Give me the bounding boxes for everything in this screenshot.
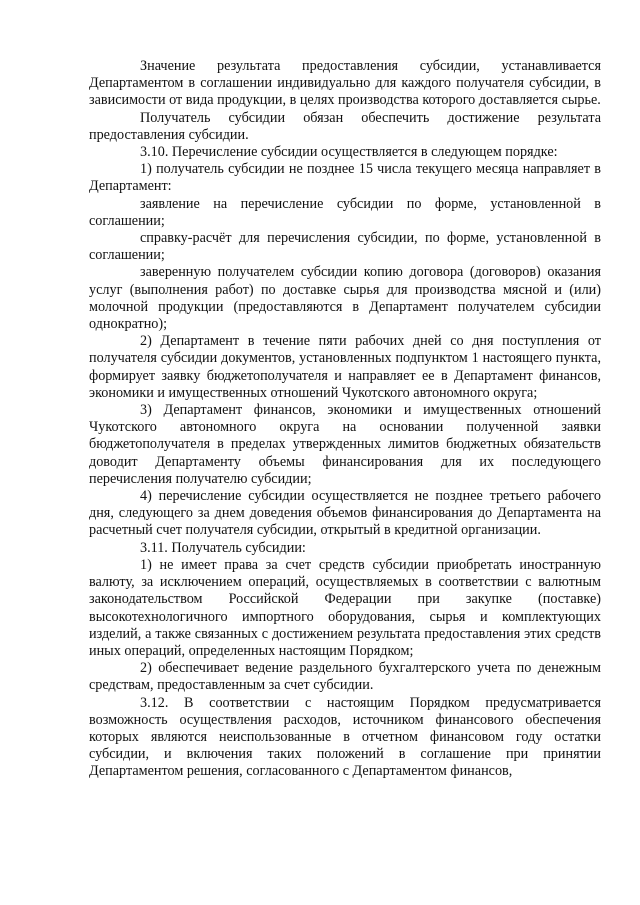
paragraph-3-10-heading: 3.10. Перечисление субсидии осуществляется в следующем порядке: (140, 144, 558, 161)
paragraph-3-10-application: заявление на перечисление субсидии по форме, установленной в соглашении; (89, 195, 601, 229)
document-page (89, 58, 601, 781)
paragraph-3-10-calculation: справку-расчёт для перечисления субсидии, по форме, установленной в соглашении; (89, 230, 601, 264)
paragraph-3-10-item-3: 3) Департамент финансов, экономики и имущественных отношений Чукотского автономного округа на основании полученной заявки бюджетополучателя в пределах утвержденных лимитов бюджетных обязательств доводит Департаменту объемы финансирования для их последующего перечисления получателю субсидии; (89, 402, 601, 487)
paragraph-3-12: 3.12. В соответствии с настоящим Порядком предусматривается возможность осуществления расходов, источником финансового обеспечения которых являются неиспользованные в отчетном финансовом году остатки субсидии, и включения таких положений в соглашение при принятии Департаментом решения, согласованного с Департаментом финансов, (89, 694, 601, 780)
paragraph-3-10-item-1: 1) получатель субсидии не позднее 15 числа текущего месяца направляет в Департамент: (89, 161, 601, 195)
paragraph-3-10-item-4: 4) перечисление субсидии осуществляется не позднее третьего рабочего дня, следующего за днем доведения объемов финансирования до Департамента на расчетный счет получателя субсидии, открытый в кредитной организации. (89, 488, 601, 539)
paragraph-3-11-heading: 3.11. Получатель субсидии: (140, 539, 306, 556)
paragraph-3-11-item-2: 2) обеспечивает ведение раздельного бухгалтерского учета по денежным средствам, предоставленным за счет субсидии. (89, 660, 601, 694)
paragraph-3-10-contract-copy: заверенную получателем субсидии копию договора (договоров) оказания услуг (выполнения работ) по доставке сырья для производства мясной и (или) молочной продукции (предоставляются в Департамент получателем субсидии однократно); (89, 264, 601, 333)
paragraph-subsidy-result-value: Значение результата предоставления субсидии, устанавливается Департаментом в соглашении индивидуально для каждого получателя субсидии, в зависимости от вида продукции, в целях производства которого доставляется сырье. (89, 58, 601, 109)
paragraph-3-10-item-2: 2) Департамент в течение пяти рабочих дней со дня поступления от получателя субсидии документов, установленных подпунктом 1 настоящего пункта, формирует заявку бюджетополучателя и направляет ее в Департамент финансов, экономики и имущественных отношений Чукотского автономного округа; (89, 333, 601, 401)
paragraph-3-11-item-1: 1) не имеет права за счет средств субсидии приобретать иностранную валюту, за исключением операций, осуществляемых в соответствии с валютным законодательством Российской Федерации при закупке (поставке) высокотехнологичного импортного оборудования, сырья и комплектующих изделий, а также связанных с достижением результата предоставления этих средств иных операций, определенных настоящим Порядком; (89, 556, 601, 659)
paragraph-recipient-obligation: Получатель субсидии обязан обеспечить достижение результата предоставления субсидии. (89, 109, 601, 143)
